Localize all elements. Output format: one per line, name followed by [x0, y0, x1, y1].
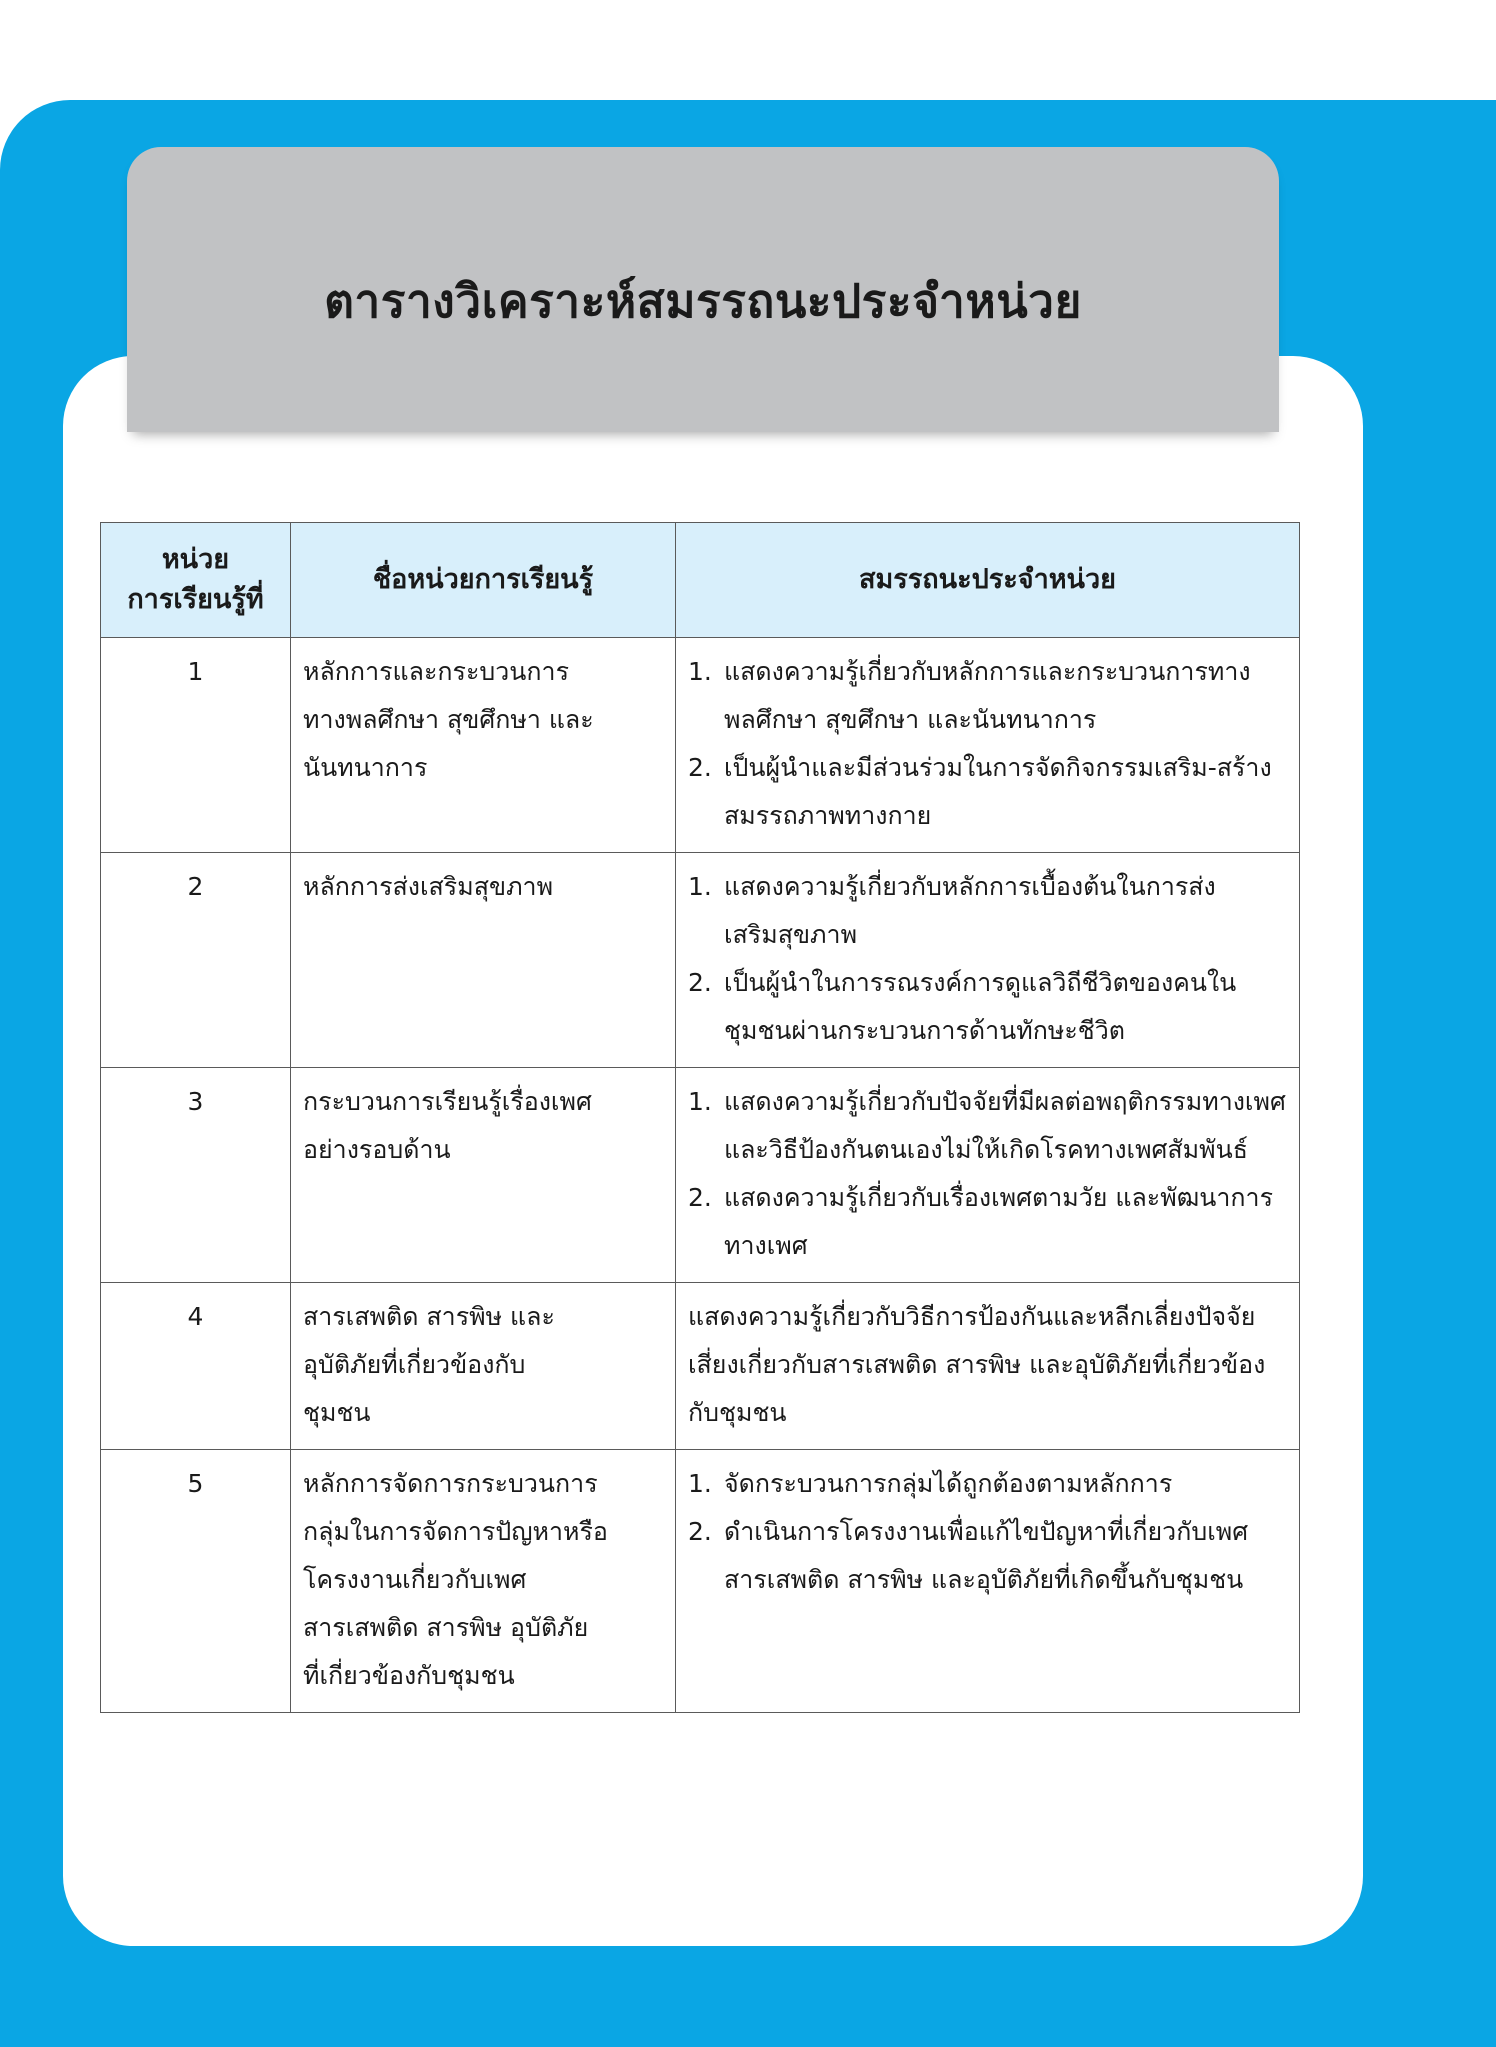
competency-item-text: แสดงความรู้เกี่ยวกับเรื่องเพศตามวัย และพัฒนาการทางเพศ: [724, 1183, 1274, 1260]
unit-name-line: โครงงานเกี่ยวกับเพศ: [303, 1565, 527, 1594]
competency-item-number: 1.: [688, 657, 712, 686]
competency-item-number: 2.: [688, 1183, 712, 1212]
table-row: [101, 853, 1300, 1068]
unit-number-cell: 3: [101, 1068, 291, 1283]
unit-name-line: ทางพลศึกษา สุขศึกษา และ: [303, 705, 594, 734]
unit-name-line: อย่างรอบด้าน: [303, 1135, 451, 1164]
table-row: [101, 638, 1300, 853]
competency-item-number: 1.: [688, 1087, 712, 1116]
header-competency: สมรรถนะประจำหน่วย: [676, 523, 1300, 638]
competency-item: [688, 863, 1287, 959]
competency-item-number: 1.: [688, 872, 712, 901]
unit-name-cell: [291, 638, 676, 853]
competency-item-number: 1.: [688, 1469, 712, 1498]
competency-item: [688, 1078, 1287, 1174]
competency-item-number: 2.: [688, 968, 712, 997]
competency-text: แสดงความรู้เกี่ยวกับวิธีการป้องกันและหลีกเลี่ยงปัจจัยเสี่ยงเกี่ยวกับสารเสพติด สารพิษ และอุบัติภัยที่เกี่ยวข้องกับชุมชน: [688, 1302, 1266, 1427]
competency-item-text: ดำเนินการโครงงานเพื่อแก้ไขปัญหาที่เกี่ยวกับเพศ สารเสพติด สารพิษ และอุบัติภัยที่เกิดขึ้นกับชุมชน: [724, 1517, 1249, 1594]
header-unit-number: หน่วย การเรียนรู้ที่: [101, 523, 291, 638]
unit-name-line: ชุมชน: [303, 1398, 371, 1427]
unit-number-cell: 5: [101, 1450, 291, 1713]
table-row: [101, 1068, 1300, 1283]
unit-name-line: ที่เกี่ยวข้องกับชุมชน: [303, 1661, 515, 1690]
competency-item: [688, 648, 1287, 744]
competency-item-text: เป็นผู้นำในการรณรงค์การดูแลวิถีชีวิตของคนในชุมชนผ่านกระบวนการด้านทักษะชีวิต: [724, 968, 1237, 1045]
unit-name-line: นันทนาการ: [303, 753, 428, 782]
competency-item: [688, 959, 1287, 1055]
competency-item-number: 2.: [688, 753, 712, 782]
unit-name-line: หลักการและกระบวนการ: [303, 657, 569, 686]
competency-item-number: 2.: [688, 1517, 712, 1546]
competency-item-text: แสดงความรู้เกี่ยวกับหลักการและกระบวนการทางพลศึกษา สุขศึกษา และนันทนาการ: [724, 657, 1251, 734]
title-tab: [127, 147, 1279, 432]
competency-cell: [676, 1068, 1300, 1283]
competency-item-text: แสดงความรู้เกี่ยวกับหลักการเบื้องต้นในการส่งเสริมสุขภาพ: [724, 872, 1216, 949]
competency-item: [688, 744, 1287, 840]
unit-number-cell: 1: [101, 638, 291, 853]
unit-name-line: กลุ่มในการจัดการปัญหาหรือ: [303, 1517, 608, 1546]
competency-item-text: จัดกระบวนการกลุ่มได้ถูกต้องตามหลักการ: [724, 1469, 1173, 1498]
table-row: [101, 1450, 1300, 1713]
competency-cell: [676, 638, 1300, 853]
competency-cell: [676, 853, 1300, 1068]
competency-item-text: เป็นผู้นำและมีส่วนร่วมในการจัดกิจกรรมเสริม-สร้างสมรรถภาพทางกาย: [724, 753, 1272, 830]
unit-name-cell: [291, 1283, 676, 1450]
unit-name-cell: [291, 1450, 676, 1713]
competency-item: [688, 1460, 1287, 1508]
unit-name-cell: [291, 1068, 676, 1283]
unit-name-line: สารเสพติด สารพิษ อุบัติภัย: [303, 1613, 589, 1642]
unit-name-line: หลักการส่งเสริมสุขภาพ: [303, 872, 554, 901]
table-row: [101, 1283, 1300, 1450]
competency-item: [688, 1174, 1287, 1270]
unit-number-cell: 2: [101, 853, 291, 1068]
unit-name-line: สารเสพติด สารพิษ และ: [303, 1302, 555, 1331]
table-header-row: [101, 523, 1300, 638]
competency-cell: [676, 1450, 1300, 1713]
unit-name-cell: [291, 853, 676, 1068]
header-unit-name: ชื่อหน่วยการเรียนรู้: [291, 523, 676, 638]
competency-item-text: แสดงความรู้เกี่ยวกับปัจจัยที่มีผลต่อพฤติกรรมทางเพศและวิธีป้องกันตนเองไม่ให้เกิดโรคทางเพศสัมพันธ์: [724, 1087, 1286, 1164]
competency-item: [688, 1508, 1287, 1604]
unit-name-line: หลักการจัดการกระบวนการ: [303, 1469, 598, 1498]
unit-number-cell: 4: [101, 1283, 291, 1450]
page-title: ตารางวิเคราะห์สมรรถนะประจำหน่วย: [324, 274, 1082, 328]
competency-cell: [676, 1283, 1300, 1450]
unit-name-line: อุบัติภัยที่เกี่ยวข้องกับ: [303, 1350, 526, 1379]
unit-name-line: กระบวนการเรียนรู้เรื่องเพศ: [303, 1087, 592, 1116]
competency-table: [100, 522, 1300, 1713]
